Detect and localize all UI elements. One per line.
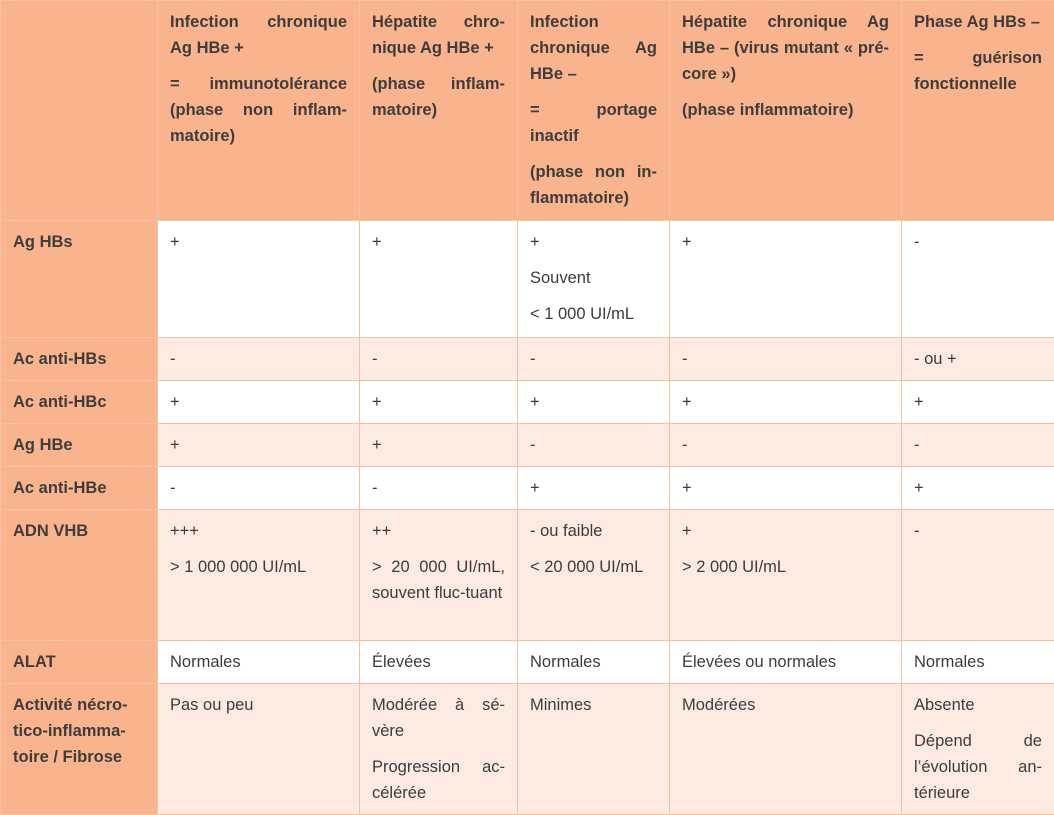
cell-line: Normales (170, 649, 347, 675)
cell-line: - (914, 229, 1042, 255)
column-header (518, 1, 670, 221)
cell-line: - (682, 432, 889, 458)
cell-line: Élevées (372, 649, 505, 675)
cell-line: + (914, 389, 1042, 415)
cell-line: + (530, 389, 657, 415)
cell-line: + (170, 389, 347, 415)
table-cell (158, 338, 360, 381)
cell-line: + (170, 229, 347, 255)
table-cell (670, 641, 902, 684)
cell-line: Modérée à sé-vère (372, 692, 505, 744)
table-cell (670, 338, 902, 381)
table-cell (670, 221, 902, 338)
table-cell (670, 684, 902, 815)
cell-line: > 20 000 UI/mL, souvent fluc-tuant (372, 554, 505, 606)
cell-line: Minimes (530, 692, 657, 718)
cell-line: + (682, 229, 889, 255)
table-row (1, 684, 1054, 815)
cell-line: - ou + (914, 346, 1042, 372)
row-label: ADN VHB (1, 510, 158, 641)
table-cell (158, 221, 360, 338)
table-cell (902, 381, 1054, 424)
cell-line: Élevées ou normales (682, 649, 889, 675)
table-row (1, 467, 1054, 510)
header-line: Infection chronique Ag HBe – (530, 9, 657, 87)
table-cell (902, 641, 1054, 684)
cell-line: + (530, 475, 657, 501)
table-cell (158, 381, 360, 424)
table-cell (518, 510, 670, 641)
cell-line: + (530, 229, 657, 255)
header-line: (phase non in-flammatoire) (530, 159, 657, 211)
cell-line: < 20 000 UI/mL (530, 554, 657, 580)
table-cell (902, 467, 1054, 510)
cell-line: ++ (372, 518, 505, 544)
cell-line: - (372, 346, 505, 372)
table-cell (518, 467, 670, 510)
row-label: ALAT (1, 641, 158, 684)
header-row (1, 1, 1054, 221)
table-cell (518, 641, 670, 684)
header-line: (phase inflam-matoire) (372, 71, 505, 123)
table-cell (670, 424, 902, 467)
cell-line: < 1 000 UI/mL (530, 301, 657, 327)
table-cell (902, 338, 1054, 381)
header-line: = guérison fonctionnelle (914, 45, 1042, 97)
table-cell (360, 510, 518, 641)
table-cell (158, 641, 360, 684)
table-cell (360, 381, 518, 424)
table-cell (670, 467, 902, 510)
table-row (1, 221, 1054, 338)
table-cell (360, 467, 518, 510)
table-cell (518, 338, 670, 381)
table-row (1, 510, 1054, 641)
corner-cell (1, 1, 158, 221)
cell-line: Pas ou peu (170, 692, 347, 718)
table-cell (360, 684, 518, 815)
header-line: = immunotolérance (phase non inflam-matoire) (170, 71, 347, 149)
table-cell (518, 221, 670, 338)
header-line: Hépatite chro-nique Ag HBe + (372, 9, 505, 61)
cell-line: + (682, 475, 889, 501)
table-cell (902, 510, 1054, 641)
cell-line: > 1 000 000 UI/mL (170, 554, 347, 580)
table-cell (158, 467, 360, 510)
header-line: = portage inactif (530, 97, 657, 149)
table-cell (158, 684, 360, 815)
row-label: Ac anti-HBs (1, 338, 158, 381)
cell-line: +++ (170, 518, 347, 544)
cell-line: - (530, 346, 657, 372)
row-label: Ac anti-HBc (1, 381, 158, 424)
cell-line: - (170, 346, 347, 372)
table-row (1, 381, 1054, 424)
header-line: (phase inflammatoire) (682, 97, 889, 123)
cell-line: + (914, 475, 1042, 501)
table-cell (158, 510, 360, 641)
table-cell (902, 684, 1054, 815)
table-cell (902, 221, 1054, 338)
cell-line: + (682, 518, 889, 544)
cell-line: Modérées (682, 692, 889, 718)
header-line: Hépatite chronique Ag HBe – (virus mutant « pré-core ») (682, 9, 889, 87)
cell-line: Dépend de l’évolution an-térieure (914, 728, 1042, 806)
table-cell (360, 221, 518, 338)
column-header (158, 1, 360, 221)
row-label: Ag HBs (1, 221, 158, 338)
cell-line: - (170, 475, 347, 501)
table-cell (518, 381, 670, 424)
table-row (1, 641, 1054, 684)
table-cell (518, 684, 670, 815)
cell-line: - (682, 346, 889, 372)
cell-line: + (170, 432, 347, 458)
cell-line: Souvent (530, 265, 657, 291)
cell-line: + (372, 229, 505, 255)
cell-line: Normales (530, 649, 657, 675)
table-cell (670, 510, 902, 641)
cell-line: - (530, 432, 657, 458)
cell-line: - (914, 518, 1042, 544)
cell-line: - ou faible (530, 518, 657, 544)
table-cell (158, 424, 360, 467)
table-cell (360, 338, 518, 381)
table-cell (518, 424, 670, 467)
cell-line: - (914, 432, 1042, 458)
table-cell (360, 424, 518, 467)
table-cell (902, 424, 1054, 467)
table-row (1, 424, 1054, 467)
table-cell (360, 641, 518, 684)
cell-line: Absente (914, 692, 1042, 718)
column-header (902, 1, 1054, 221)
column-header (360, 1, 518, 221)
column-header (670, 1, 902, 221)
cell-line: Normales (914, 649, 1042, 675)
row-label: Ag HBe (1, 424, 158, 467)
cell-line: + (372, 432, 505, 458)
header-line: Infection chronique Ag HBe + (170, 9, 347, 61)
table-cell (670, 381, 902, 424)
row-label: Ac anti-HBe (1, 467, 158, 510)
table-row (1, 338, 1054, 381)
row-label: Activité nécro-tico-inflamma-toire / Fibrose (1, 684, 158, 815)
cell-line: - (372, 475, 505, 501)
cell-line: + (682, 389, 889, 415)
cell-line: > 2 000 UI/mL (682, 554, 889, 580)
cell-line: Progression ac-célérée (372, 754, 505, 806)
header-line: Phase Ag HBs – (914, 9, 1042, 35)
cell-line: + (372, 389, 505, 415)
